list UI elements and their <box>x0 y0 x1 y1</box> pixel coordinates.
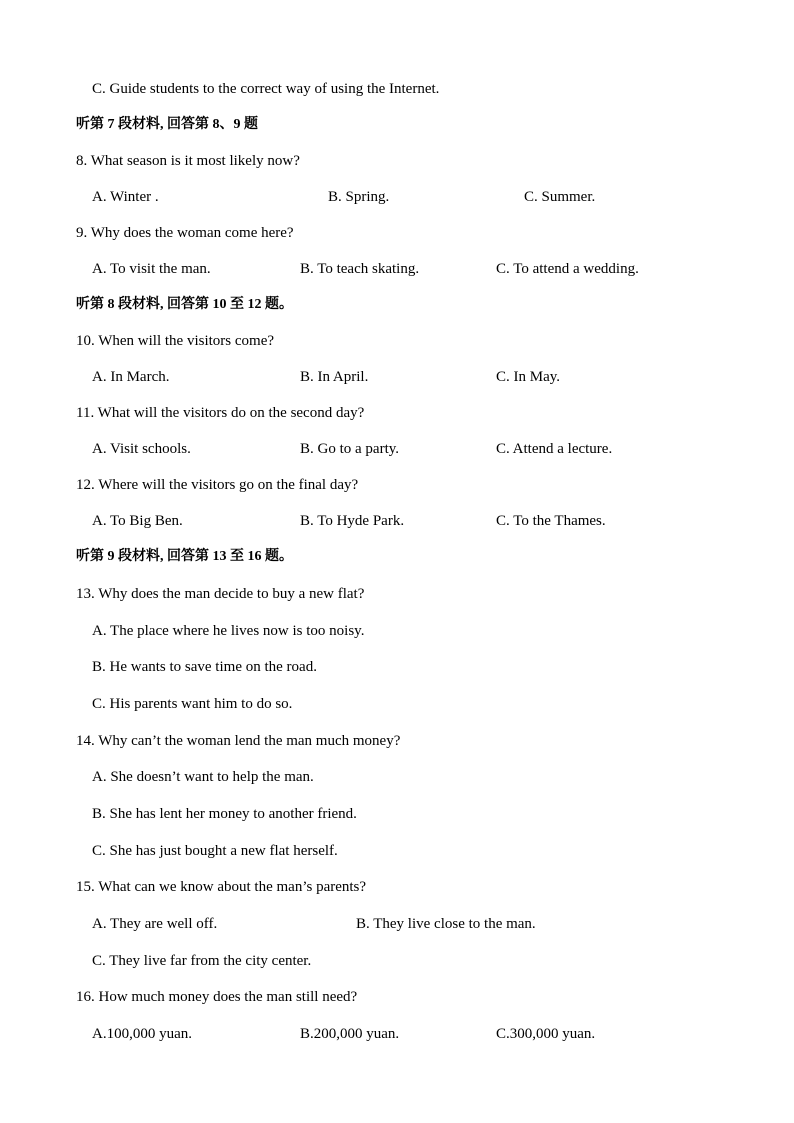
option-9b: B. To teach skating. <box>300 261 420 277</box>
option-16a: A.100,000 yuan. <box>92 1026 192 1042</box>
option-14a: A. She doesn’t want to help the man. <box>92 769 314 785</box>
option-13c: C. His parents want him to do so. <box>92 696 293 712</box>
question-12: 12. Where will the visitors go on the final day? <box>76 477 359 493</box>
option-16c: C.300,000 yuan. <box>496 1026 596 1042</box>
option-10c: C. In May. <box>496 369 561 385</box>
option-16b: B.200,000 yuan. <box>300 1026 400 1042</box>
option-8c: C. Summer. <box>524 189 596 205</box>
question-14: 14. Why can’t the woman lend the man much money? <box>76 733 401 749</box>
option-9c: C. To attend a wedding. <box>496 261 639 277</box>
question-11: 11. What will the visitors do on the second day? <box>76 405 365 421</box>
option-10a: A. In March. <box>92 369 170 385</box>
option-12c: C. To the Thames. <box>496 513 606 529</box>
option-7c: C. Guide students to the correct way of using the Internet. <box>92 81 440 97</box>
option-11b: B. Go to a party. <box>300 441 400 457</box>
option-15a: A. They are well off. <box>92 916 218 932</box>
question-13: 13. Why does the man decide to buy a new flat? <box>76 586 365 602</box>
question-8: 8. What season is it most likely now? <box>76 153 300 169</box>
option-12a: A. To Big Ben. <box>92 513 183 529</box>
option-15c: C. They live far from the city center. <box>92 953 312 969</box>
question-10: 10. When will the visitors come? <box>76 333 275 349</box>
option-8a: A. Winter . <box>92 189 159 205</box>
section-header-7: 听第 7 段材料, 回答第 8、9 题 <box>76 117 258 132</box>
question-16: 16. How much money does the man still need? <box>76 989 358 1005</box>
option-11a: A. Visit schools. <box>92 441 191 457</box>
question-9: 9. Why does the woman come here? <box>76 225 294 241</box>
option-13b: B. He wants to save time on the road. <box>92 659 317 675</box>
option-11c: C. Attend a lecture. <box>496 441 613 457</box>
option-12b: B. To Hyde Park. <box>300 513 405 529</box>
option-9a: A. To visit the man. <box>92 261 211 277</box>
section-header-9: 听第 9 段材料, 回答第 13 至 16 题。 <box>76 549 293 564</box>
option-15b: B. They live close to the man. <box>356 916 536 932</box>
option-8b: B. Spring. <box>328 189 390 205</box>
option-10b: B. In April. <box>300 369 369 385</box>
option-14b: B. She has lent her money to another friend. <box>92 806 357 822</box>
section-header-8: 听第 8 段材料, 回答第 10 至 12 题。 <box>76 297 293 312</box>
option-13a: A. The place where he lives now is too noisy. <box>92 623 365 639</box>
question-15: 15. What can we know about the man’s parents? <box>76 879 367 895</box>
option-14c: C. She has just bought a new flat herself. <box>92 843 338 859</box>
